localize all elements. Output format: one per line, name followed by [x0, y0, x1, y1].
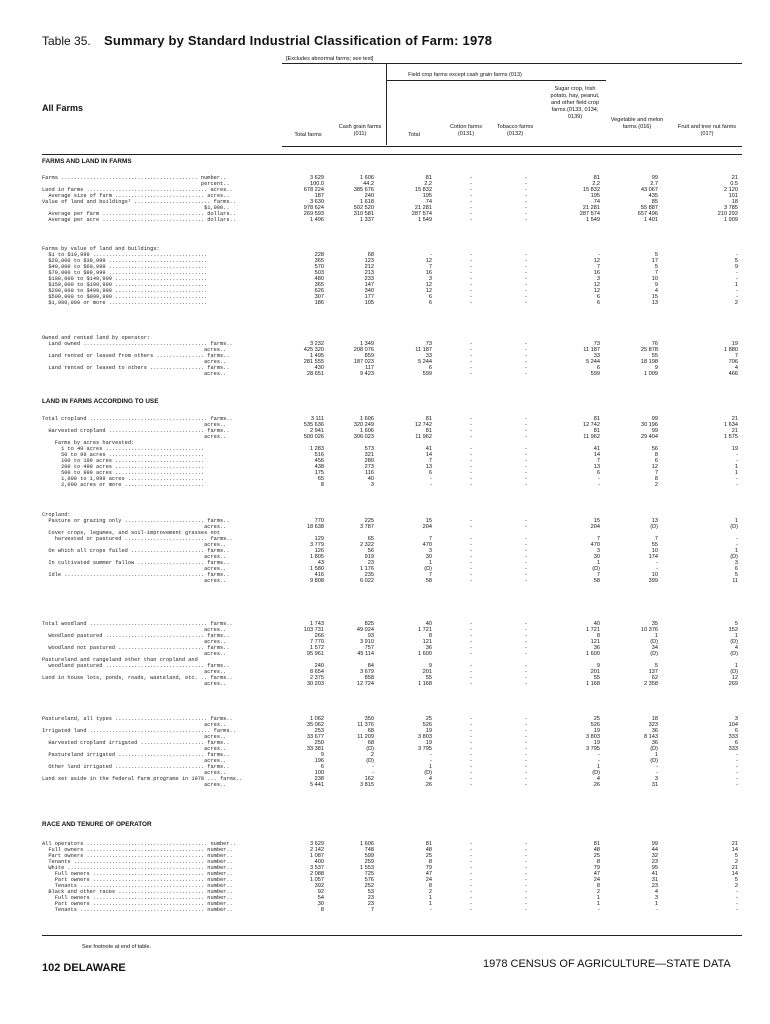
col-header-cash-grain: Cash grain farms (011) [338, 124, 382, 137]
data-column: - - - - - - - - - - [525, 621, 527, 687]
data-column: 228 365 570 503 480 365 626 307 186 [314, 252, 324, 306]
all-farms-label: All Farms [42, 103, 84, 113]
data-column: 1 062 35 062 253 33 677 250 33 381 9 196 6 100 238 5 441 [306, 716, 324, 788]
data-column: - 5 9 - - 1 - - 2 [734, 252, 738, 306]
data-column: 25 526 19 3 803 19 3 795 - - 1 (D) 4 26 [418, 716, 432, 788]
table-main-title: Summary by Standard Industrial Classification of Farm: 1978 [104, 33, 493, 48]
col-header-fruit: Fruit and tree nut farms (017) [677, 124, 737, 137]
data-column: 81 12 742 81 11 962 41 14 7 13 6 - - [414, 416, 432, 488]
table-subtitle: [Excludes abnormal farms; see text] [286, 56, 374, 62]
data-column: 81 12 742 81 11 962 41 14 7 13 6 - - [582, 416, 600, 488]
data-column: 35 10 376 1 (D) 34 (D) 5 137 62 2 358 [640, 621, 658, 687]
data-column: 1 606 748 599 259 1 553 725 576 252 53 23 23 7 [360, 841, 374, 913]
col-header-cotton: Cotton farms (0131) [449, 124, 483, 137]
data-column: - - - - - - - - [470, 175, 472, 223]
section-title: FARMS AND LAND IN FARMS [42, 158, 132, 165]
data-column: 3 629 2 142 1 087 400 3 537 2 088 1 057 392 92 54 30 8 [310, 841, 324, 913]
data-column: 68 123 212 213 233 147 340 177 105 [364, 252, 374, 306]
data-column: - - - - - - - - - - [525, 518, 527, 584]
data-column: 825 49 024 93 3 910 757 45 114 84 3 679 858 12 724 [356, 621, 374, 687]
data-column: 40 1 721 8 121 36 1 600 9 201 55 1 168 [586, 621, 600, 687]
data-column: - - - - - - - - - - - [525, 416, 527, 488]
data-column: - - - - - - - - - - - [470, 416, 472, 488]
table-number: Table 35. [42, 34, 91, 48]
data-column: 1 (D) - - 1 (D) 3 6 5 11 [730, 518, 738, 584]
data-column: 25 526 19 3 803 19 3 795 - - 1 (D) 4 26 [586, 716, 600, 788]
data-column: 99 30 196 99 29 404 56 8 6 12 7 8 2 [640, 416, 658, 488]
row-labels: Total cropland ..................................... farms.. acres.. Harvested cropland .............................. farms.. acres.. Farms by acres harvested: 1 to 49 acres ............................... 50 to 99 acres .............................. 100 to 199 acres ............................ 200 to 499 acres ............................ 500 to 999 acres ............................ 1,000 to 1,999 acres ........................ 2,000 acres or more ......................... [42, 416, 233, 488]
page-footer-left: 102 DELAWARE [42, 962, 126, 974]
data-column: 770 18 638 129 3 779 126 1 805 43 1 580 416 9 808 [306, 518, 324, 584]
data-column: 99 44 32 23 95 41 31 23 4 3 1 - [651, 841, 658, 913]
data-column: 1 606 320 249 1 606 306 023 573 321 280 273 116 40 3 [353, 416, 374, 488]
data-column: - - - - - - - - - - - - [525, 716, 527, 788]
data-column: - - - - - - - - - [470, 252, 472, 306]
data-column: 81 48 25 8 79 47 24 8 2 1 1 - [593, 841, 600, 913]
data-column: 21 0.5 2 120 101 18 3 785 210 292 1 909 [717, 175, 738, 223]
row-labels: All operators ...................................... number.. Full owners ..................................... number.. Part owners ..................................... number.. Tenants ......................................... number.. White ........................................... number.. Full owners ................................... number.. Part owners ................................... number.. Tenants ....................................... number.. Black and other races ........................... number.. Full owners ................................... number.. Part owners ................................... number.. Tenants ....................................... number.. [42, 841, 236, 913]
data-column: 76 25 878 55 18 198 9 1 009 [640, 341, 658, 377]
data-column: 99 2.7 43 067 435 85 55 887 657 496 1 401 [637, 175, 658, 223]
row-labels: Pastureland, all types ............................. farms.. acres.. Irrigated land ...................................... farms.. acres.. Harvested cropland irrigated .................... farms.. acres.. Pastureland irrigated ........................... farms.. acres.. Other land irrigated ............................ farms.. acres.. Land set aside in the federal farm programs in 1978 ... farms.. acres.. [42, 716, 243, 788]
data-column: 350 11 376 68 11 209 68 (D) 2 (D) - - 162 3 815 [357, 716, 374, 788]
data-column: 73 11 187 33 5 244 6 599 [415, 341, 432, 377]
data-column: - 12 7 16 3 12 12 6 6 [593, 252, 600, 306]
data-column: 5 17 5 7 10 9 4 15 13 [651, 252, 658, 306]
data-column: 81 2.2 15 832 195 74 21 281 287 574 1 549 [579, 175, 600, 223]
col-header-vegetable: Vegetable and melon farms (016) [610, 117, 664, 130]
data-column: - - - - - - [470, 341, 472, 377]
data-column: 81 48 25 8 79 47 24 8 2 1 1 - [425, 841, 432, 913]
data-column: 40 1 721 8 121 36 1 600 9 201 55 1 168 [418, 621, 432, 687]
data-column: 5 152 1 (D) 4 (D) 1 (D) 12 269 [728, 621, 738, 687]
row-labels: Cropland: Pasture or grazing only ......................... farms.. acres.. Cover crops, legumes, and soil-improvement grasses not harvested or pastured .......................... farms.. acres.. On which all crops failed ....................... farms.. acres.. In cultivated summer fallow ..................... farms.. acres.. Idle ............................................ farms.. acres.. [42, 512, 233, 584]
data-column: - - - - - - - - - - - - [470, 716, 472, 788]
data-column: 3 104 6 333 6 333 - - - - - - [728, 716, 738, 788]
data-column: - 12 7 16 3 12 12 6 6 [425, 252, 432, 306]
data-column: 1 743 103 731 266 7 770 1 572 95 961 240 8 654 2 375 30 203 [303, 621, 324, 687]
page-footer-right: 1978 CENSUS OF AGRICULTURE—STATE DATA [483, 958, 731, 970]
data-column: - - - - - - - - - - - - [470, 841, 472, 913]
data-column: 225 3 787 65 2 322 56 919 23 1 176 235 6 022 [360, 518, 374, 584]
row-labels: Farms by value of land and buildings: $1 to $19,999 .................................... $20,000 to $39,999 ............................... $40,000 to $69,999 ............................... $70,000 to $99,999 ............................... $100,000 to $149,999 ............................. $150,000 to $199,999 ............................. $200,000 to $499,999 ............................. $500,000 to $999,999 ............................. $1,000,000 or more ............................... [42, 246, 208, 306]
table-bottom-rule [42, 935, 742, 936]
row-labels: Farms ........................................... number.. percent.. Land in farms ...................................... acres.. Average size of farm ............................ acres.. Value of land and buildings¹ ........................ farms.. $1,000.. Average per farm ................................ dollars.. Average per acre ................................ dollars.. [42, 175, 236, 223]
col-header-other-field-crop: Sugar crop, Irish potato, hay, peanut, and other field crop farms (0133, 0134, 0139) [550, 86, 600, 120]
data-column: 3 629 100.0 678 224 187 3 630 978 624 269 593 1 496 [303, 175, 324, 223]
data-column: - - - - - - - - - [525, 252, 527, 306]
data-column: 13 (D) 7 55 10 174 - - 10 399 [648, 518, 658, 584]
data-column: - - - - - - - - - - - - [525, 841, 527, 913]
col-header-tobacco: Tobacco farms (0132) [496, 124, 534, 137]
data-column: 1 606 44.2 385 676 240 1 618 502 520 310 581 1 337 [353, 175, 374, 223]
data-column: 3 111 535 636 2 941 500 026 1 283 516 456 438 175 65 8 [303, 416, 324, 488]
data-column: 3 232 425 320 1 495 281 555 430 28 651 [303, 341, 324, 377]
header-divider [386, 80, 606, 81]
data-column: 73 11 187 33 5 244 6 599 [583, 341, 600, 377]
data-column: 21 1 634 21 1 575 19 - - 1 1 - - [724, 416, 738, 488]
data-column: 1 349 208 076 859 187 023 117 9 423 [353, 341, 374, 377]
footnote: See footnote at end of table. [82, 944, 152, 950]
data-column: - - - - - - - - - - [470, 621, 472, 687]
data-column: 15 204 7 470 3 30 1 (D) 7 58 [590, 518, 600, 584]
data-column: 18 323 36 8 143 36 (D) 1 (D) - - 3 31 [644, 716, 658, 788]
data-column: 19 1 880 7 706 4 466 [724, 341, 738, 377]
field-crop-span-header: Field crop farms except cash grain farms (013) [408, 72, 522, 78]
data-column: - - - - - - [525, 341, 527, 377]
table-title [42, 33, 492, 48]
col-header-field-total: Total [408, 132, 420, 138]
section-title: RACE AND TENURE OF OPERATOR [42, 821, 152, 828]
section-title: LAND IN FARMS ACCORDING TO USE [42, 398, 159, 405]
data-column: - - - - - - - - - - [470, 518, 472, 584]
data-column: 21 14 5 2 21 14 5 2 - - - - [731, 841, 738, 913]
data-column: 15 204 7 470 3 30 1 (D) 7 58 [422, 518, 432, 584]
col-header-total-farms: Total farms [294, 132, 322, 138]
data-column: - - - - - - - - [525, 175, 527, 223]
data-column: 81 2.2 15 832 195 74 21 281 287 574 1 549 [411, 175, 432, 223]
row-labels: Total woodland ..................................... farms.. acres.. Woodland pastured ............................... farms.. acres.. Woodland not pastured ........................... farms.. acres.. Pastureland and rangeland other than cropland and woodland pastured ............................... farms.. acres.. Land in house lots, ponds, roads, wasteland, etc. .. farms.. acres.. [42, 621, 233, 687]
row-labels: Owned and rented land by operator: Land owned ....................................... farms.. acres.. Land rented or leased from others ............... farms.. acres.. Land rented or leased to others ................. farms.. acres.. [42, 335, 233, 377]
header-bottom-rule [42, 154, 742, 155]
